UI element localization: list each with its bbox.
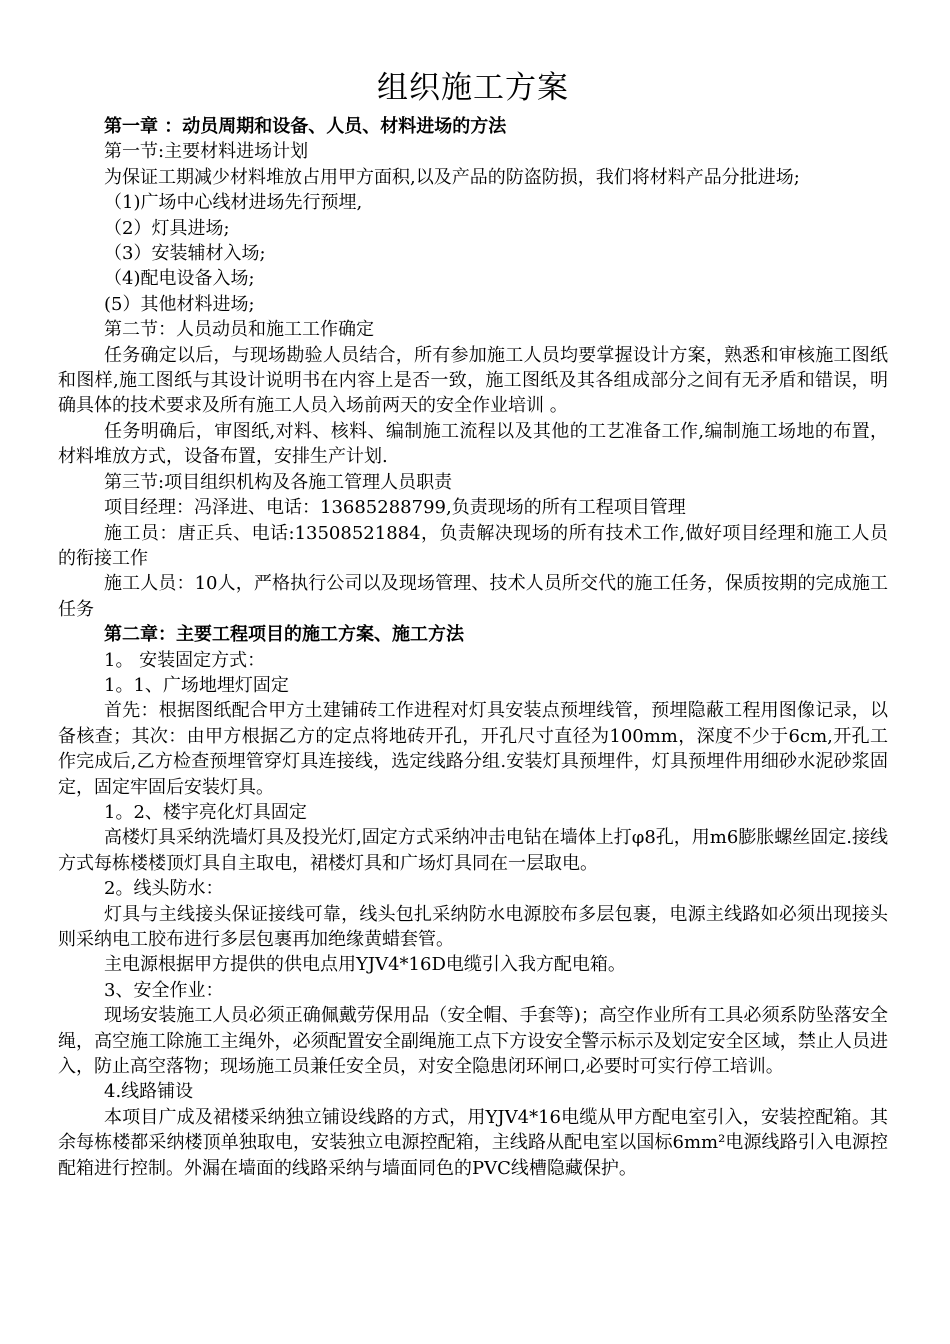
paragraph: （2）灯具进场;	[104, 217, 230, 239]
document-title: 组织施工方案	[377, 70, 569, 106]
chapter-heading: 第二章：主要工程项目的施工方案、施工方法	[104, 624, 464, 646]
paragraph: 1。 安装固定方式：	[104, 649, 266, 671]
paragraph: 第三节:项目组织机构及各施工管理人员职责	[104, 471, 453, 493]
paragraph: 为保证工期减少材料堆放占用甲方面积,以及产品的防盗防损，我们将材料产品分批进场;	[104, 166, 800, 188]
paragraph: 现场安装施工人员必须正确佩戴劳保用品（安全帽、手套等)；高空作业所有工具必须系防坠落安全绳，高空施工除施工主绳外，必须配置安全副绳施工点下方设安全警示标示及划定安全区域，禁止人员进入，防止高空落物；现场施工员兼任安全员，对安全隐患闭环闸口,必要时可实行停工培训。	[58, 1005, 888, 1078]
paragraph: 第二节：人员动员和施工工作确定	[104, 319, 374, 341]
paragraph: （1)广场中心线材进场先行预埋,	[104, 192, 363, 214]
paragraph: （4)配电设备入场;	[104, 268, 255, 290]
paragraph: (5）其他材料进场;	[104, 293, 255, 315]
paragraph: 灯具与主线接头保证接线可靠，线头包扎采纳防水电源胶布多层包裹，电源主线路如必须出现接头则采纳电工胶布进行多层包裹再加绝缘黄蜡套管。	[58, 903, 888, 950]
paragraph: （3）安装辅材入场;	[104, 243, 266, 265]
paragraph: 项目经理：冯泽进、电话：13685288799,负责现场的所有工程项目管理	[104, 497, 686, 519]
document-body	[58, 114, 888, 1181]
paragraph: 高楼灯具采纳洗墙灯具及投光灯,固定方式采纳冲击电钻在墙体上打φ8孔，用m6膨胀螺丝固定.接线方式每栋楼楼顶灯具自主取电，裙楼灯具和广场灯具同在一层取电。	[58, 827, 889, 874]
paragraph: 1。1、广场地埋灯固定	[104, 674, 289, 696]
paragraph: 施工人员：10人，严格执行公司以及现场管理、技术人员所交代的施工任务，保质按期的完成施工任务	[58, 573, 888, 620]
paragraph: 1。2、楼宇亮化灯具固定	[104, 801, 307, 823]
paragraph: 4.线路铺设	[104, 1081, 194, 1103]
paragraph: 本项目广成及裙楼采纳独立铺设线路的方式，用YJV4*16电缆从甲方配电室引入，安装控配箱。其余每栋楼都采纳楼顶单独取电，安装独立电源控配箱，主线路从配电室以国标6mm²电源线路引入电源控配箱进行控制。外漏在墙面的线路采纳与墙面同色的PVC线槽隐藏保护。	[58, 1106, 888, 1179]
chapter-heading: 第一章 ：动员周期和设备、人员、材料进场的方法	[104, 116, 507, 137]
paragraph: 主电源根据甲方提供的供电点用YJV4*16D电缆引入我方配电箱。	[104, 954, 626, 976]
paragraph: 施工员：唐正兵、电话:13508521884，负责解决现场的所有技术工作,做好项目经理和施工人员的衔接工作	[58, 522, 888, 569]
paragraph: 任务确定以后，与现场勘验人员结合，所有参加施工人员均要掌握设计方案，熟悉和审核施工图纸和图样,施工图纸与其设计说明书在内容上是否一致，施工图纸及其各组成部分之间有无矛盾和错误，明确具体的技术要求及所有施工人员入场前两天的安全作业培训 。	[58, 344, 888, 417]
paragraph: 2。线头防水：	[104, 878, 224, 900]
paragraph: 任务明确后，审图纸,对料、核料、编制施工流程以及其他的工艺准备工作,编制施工场地的布置，材料堆放方式，设备布置，安排生产计划.	[58, 420, 888, 468]
paragraph: 首先：根据图纸配合甲方土建铺砖工作进程对灯具安装点预埋线管，预埋隐蔽工程用图像记录，以备核查；其次：由甲方根据乙方的定点将地砖开孔，开孔尺寸直径为100mm，深度不少于6cm,开孔工作完成后,乙方检查预埋管穿灯具连接线，选定线路分组.安装灯具预埋件，灯具预埋件用细砂水泥砂浆固定，固定牢固后安装灯具。	[58, 700, 888, 798]
document-page	[58, 62, 888, 1181]
paragraph: 第一节:主要材料进场计划	[104, 141, 309, 163]
paragraph: 3、安全作业：	[104, 979, 224, 1001]
